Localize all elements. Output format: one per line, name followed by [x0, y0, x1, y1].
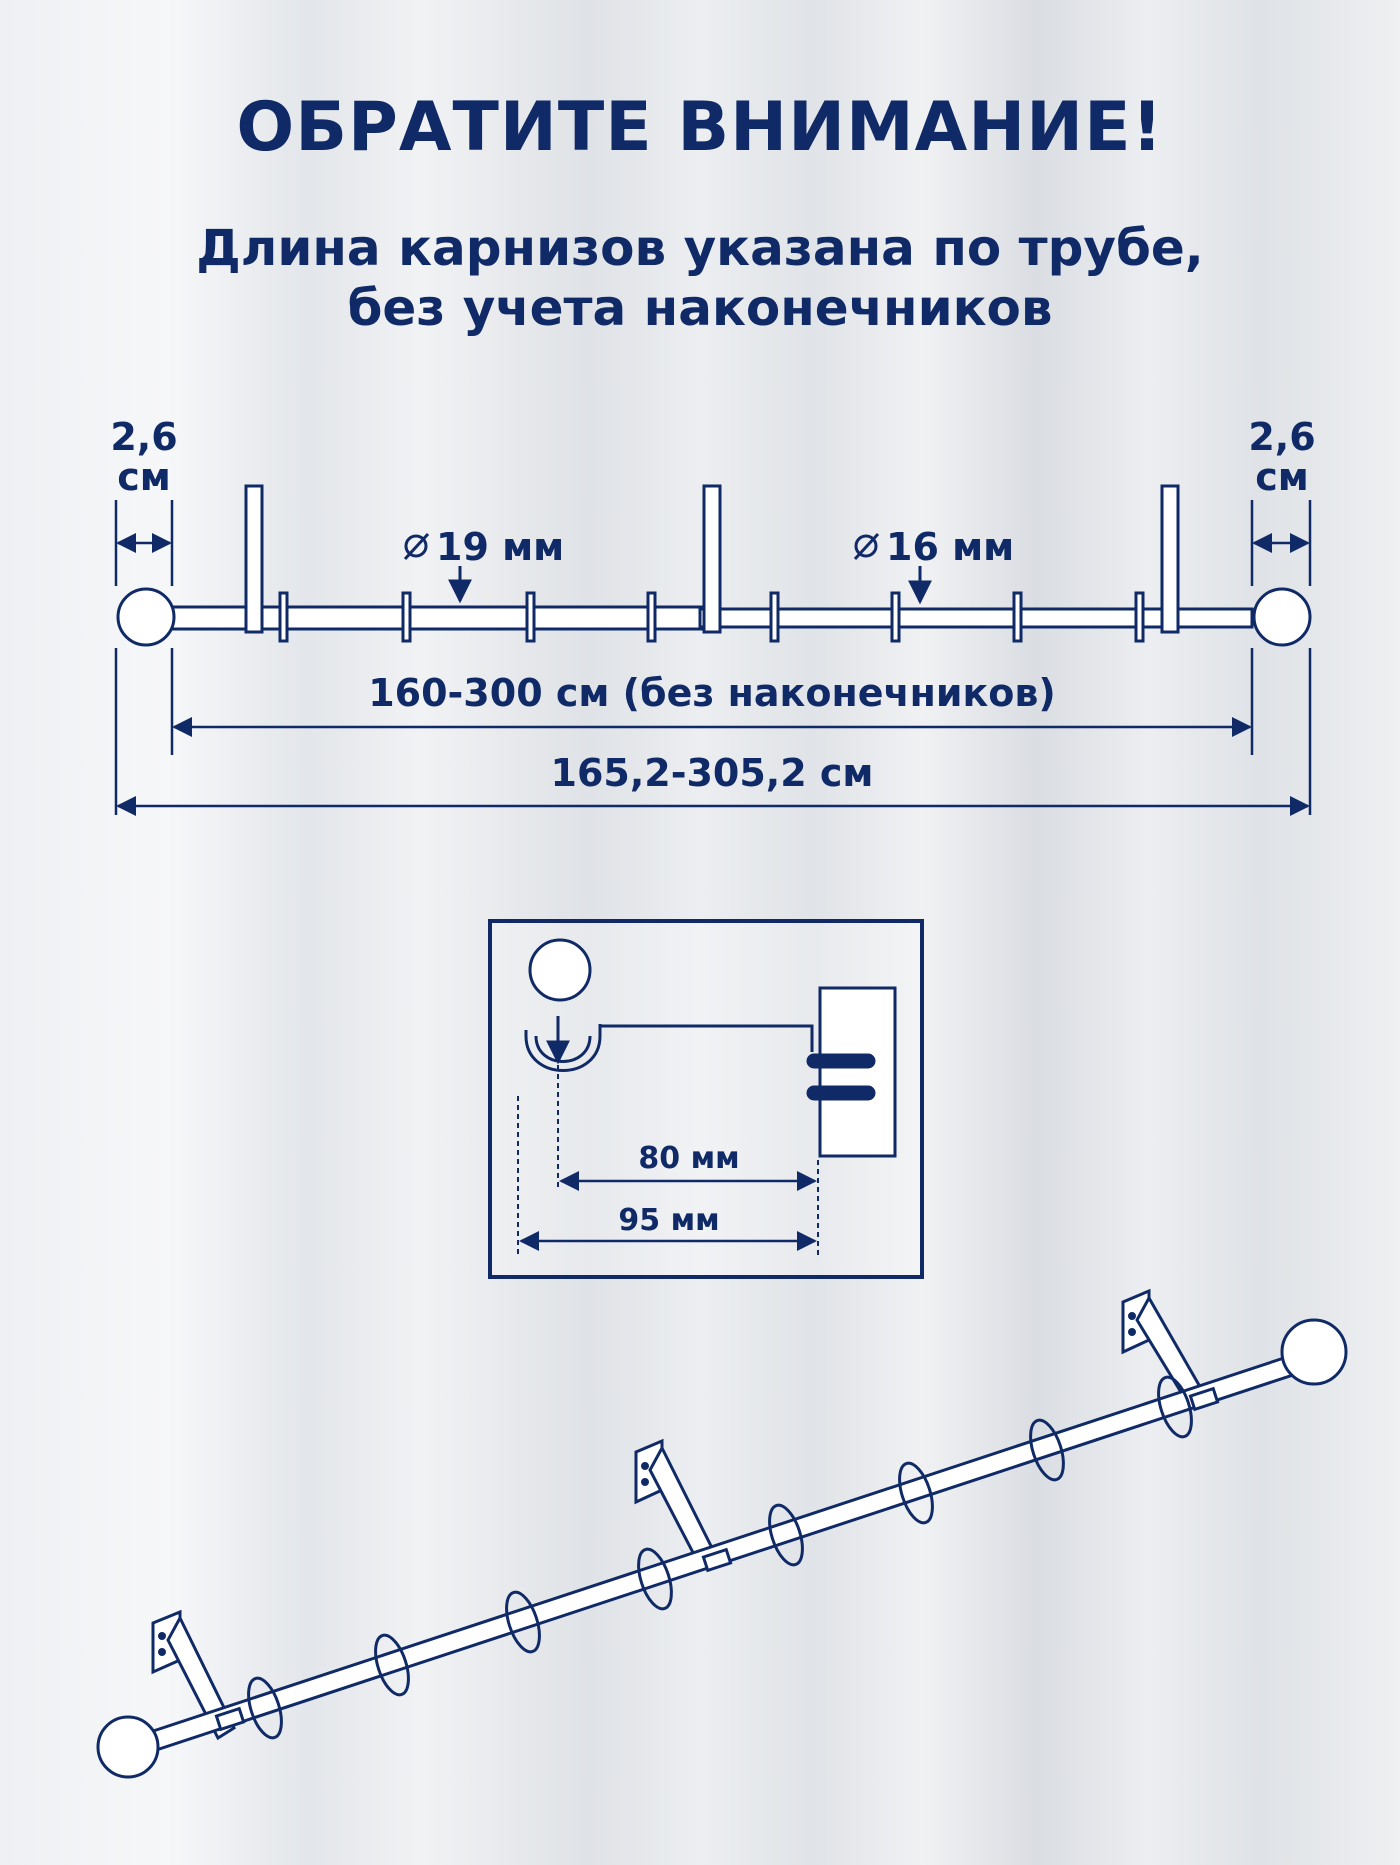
- distance-80-label: 80 мм: [638, 1141, 740, 1176]
- diameter-icon: [405, 534, 428, 559]
- end-cap-right: [1254, 589, 1310, 645]
- subtitle-line-2: без учета наконечников: [347, 279, 1053, 337]
- ring: [1014, 593, 1021, 641]
- distance-95-label: 95 мм: [618, 1203, 720, 1238]
- rod-diagram: [118, 486, 1310, 645]
- ring: [280, 593, 287, 641]
- ring: [527, 593, 534, 641]
- ring: [892, 593, 899, 641]
- end-cap-left: [118, 589, 174, 645]
- rod-length-label: 160-300 см (без наконечников): [368, 671, 1056, 715]
- bracket: [1162, 486, 1178, 632]
- bracket: [1123, 1291, 1203, 1402]
- rod-section: [530, 940, 590, 1000]
- subtitle-line-1: Длина карнизов указана по трубе,: [196, 219, 1204, 277]
- wall-plate: [820, 988, 895, 1156]
- bracket: [704, 486, 720, 632]
- screw: [808, 1087, 874, 1099]
- bracket: [636, 1441, 716, 1566]
- right-cap-unit: см: [1255, 455, 1309, 499]
- end-cap-left: [98, 1717, 158, 1777]
- diameter-16: [855, 525, 1014, 602]
- left-cap-unit: см: [117, 455, 171, 499]
- ring: [1136, 593, 1143, 641]
- bracket-detail: [490, 921, 922, 1277]
- right-cap-value: 2,6: [1248, 415, 1316, 459]
- diameter-16-label: 16 мм: [886, 525, 1015, 569]
- diameter-19: [405, 525, 564, 601]
- ring: [403, 593, 410, 641]
- ring: [771, 593, 778, 641]
- diameter-19-label: 19 мм: [436, 525, 565, 569]
- diameter-icon: [855, 534, 878, 559]
- end-cap-right: [1282, 1320, 1346, 1384]
- total-length-label: 165,2-305,2 см: [550, 751, 874, 795]
- screw: [808, 1055, 874, 1067]
- bracket: [246, 486, 262, 632]
- page-title: ОБРАТИТЕ ВНИМАНИЕ!: [236, 88, 1164, 167]
- ring: [648, 593, 655, 641]
- left-cap-value: 2,6: [110, 415, 178, 459]
- rod-perspective: [98, 1291, 1346, 1777]
